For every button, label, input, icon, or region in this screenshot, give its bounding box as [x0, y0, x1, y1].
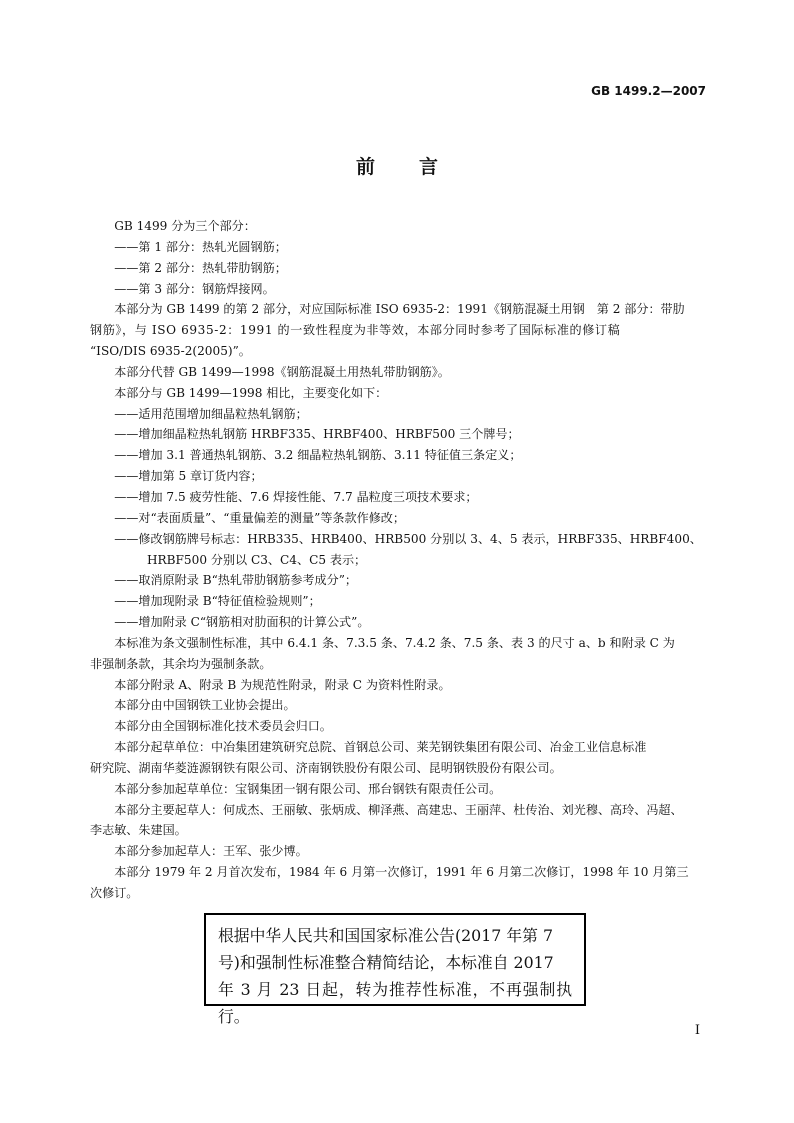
- list-item: ——对“表面质量”、“重量偏差的测量”等条款作修改；: [114, 510, 405, 525]
- notice-line: 号)和强制性标准整合精简结论，本标准自 2017: [218, 953, 554, 972]
- list-item: ——增加现附录 B“特征值检验规则”；: [114, 594, 321, 609]
- page-title: 前言: [355, 156, 482, 178]
- paragraph-line: “ISO/DIS 6935-2(2005)”。: [90, 344, 251, 359]
- paragraph: 本部分由中国钢铁工业协会提出。: [114, 698, 296, 713]
- paragraph-line: 钢筋》，与 ISO 6935-2：1991 的一致性程度为非等效，本部分同时参考了国际标准的修订稿: [90, 323, 621, 338]
- list-item: ——取消原附录 B“热轧带肋钢筋参考成分”；: [114, 573, 357, 588]
- notice-box: [204, 913, 586, 1026]
- list-item: ——第 2 部分：热轧带肋钢筋；: [114, 260, 287, 275]
- page-number: I: [694, 1023, 700, 1038]
- list-item: ——适用范围增加细晶粒热轧钢筋；: [114, 406, 308, 421]
- paragraph-line: 研究院、湖南华菱涟源钢铁有限公司、济南钢铁股份有限公司、昆明钢铁股份有限公司。: [90, 760, 562, 775]
- paragraph: 本部分参加起草单位：宝钢集团一钢有限公司、邢台钢铁有限责任公司。: [114, 781, 502, 796]
- list-item: ——第 3 部分：钢筋焊接网。: [114, 281, 275, 296]
- notice-line: 根据中华人民共和国国家标准公告(2017 年第 7: [218, 926, 554, 945]
- paragraph-line: 本部分 1979 年 2 月首次发布，1984 年 6 月第一次修订，1991 年 6 月第二次修订，1998 年 10 月第三: [114, 865, 689, 880]
- paragraph-line: 次修订。: [90, 886, 139, 900]
- paragraph: 本部分由全国钢标准化技术委员会归口。: [114, 719, 332, 734]
- list-item: ——修改钢筋牌号标志：HRB335、HRB400、HRB500 分别以 3、4、5 表示，HRBF335、HRBF400、: [114, 531, 702, 546]
- paragraph-line: 本部分为 GB 1499 的第 2 部分，对应国际标准 ISO 6935-2：1991《钢筋混凝土用钢 第 2 部分：带肋: [114, 302, 685, 317]
- list-item: ——增加第 5 章订货内容；: [114, 469, 263, 484]
- paragraph-line: 本部分起草单位：中冶集团建筑研究总院、首钢总公司、莱芜钢铁集团有限公司、冶金工业信息标准: [114, 740, 647, 755]
- list-item: ——第 1 部分：热轧光圆钢筋；: [114, 239, 287, 254]
- paragraph-line: 本部分主要起草人：何成杰、王丽敏、张炳成、柳泽燕、高建忠、王丽萍、杜传治、刘光穆、高玲、冯超、: [114, 802, 683, 817]
- paragraph: 本部分代替 GB 1499—1998《钢筋混凝土用热轧带肋钢筋》。: [114, 364, 450, 379]
- paragraph: 本部分与 GB 1499—1998 相比，主要变化如下：: [114, 385, 388, 400]
- paragraph: 本部分参加起草人：王军、张少博。: [114, 844, 308, 859]
- list-item: ——增加 7.5 疲劳性能、7.6 焊接性能、7.7 晶粒度三项技术要求；: [114, 489, 478, 504]
- paragraph: 本部分附录 A、附录 B 为规范性附录，附录 C 为资料性附录。: [114, 677, 451, 692]
- notice-line: 年 3 月 23 日起，转为推荐性标准，不再强制执行。: [218, 980, 572, 1026]
- list-item: ——增加附录 C“钢筋相对肋面积的计算公式”。: [114, 615, 370, 630]
- list-item: ——增加 3.1 普通热轧钢筋、3.2 细晶粒热轧钢筋、3.11 特征值三条定义；: [114, 448, 522, 463]
- standard-number: GB 1499.2—2007: [591, 84, 706, 98]
- paragraph-line: 非强制条款，其余均为强制条款。: [90, 656, 272, 671]
- paragraph-line: 李志敏、朱建国。: [90, 823, 187, 838]
- foreword-body: [90, 216, 708, 904]
- list-item-continuation: HRBF500 分别以 C3、C4、C5 表示；: [147, 552, 367, 567]
- list-item: ——增加细晶粒热轧钢筋 HRBF335、HRBF400、HRBF500 三个牌号；: [114, 427, 520, 442]
- paragraph-line: 本标准为条文强制性标准，其中 6.4.1 条、7.3.5 条、7.4.2 条、7.5 条、表 3 的尺寸 a、b 和附录 C 为: [114, 635, 675, 650]
- paragraph: GB 1499 分为三个部分：: [114, 219, 256, 233]
